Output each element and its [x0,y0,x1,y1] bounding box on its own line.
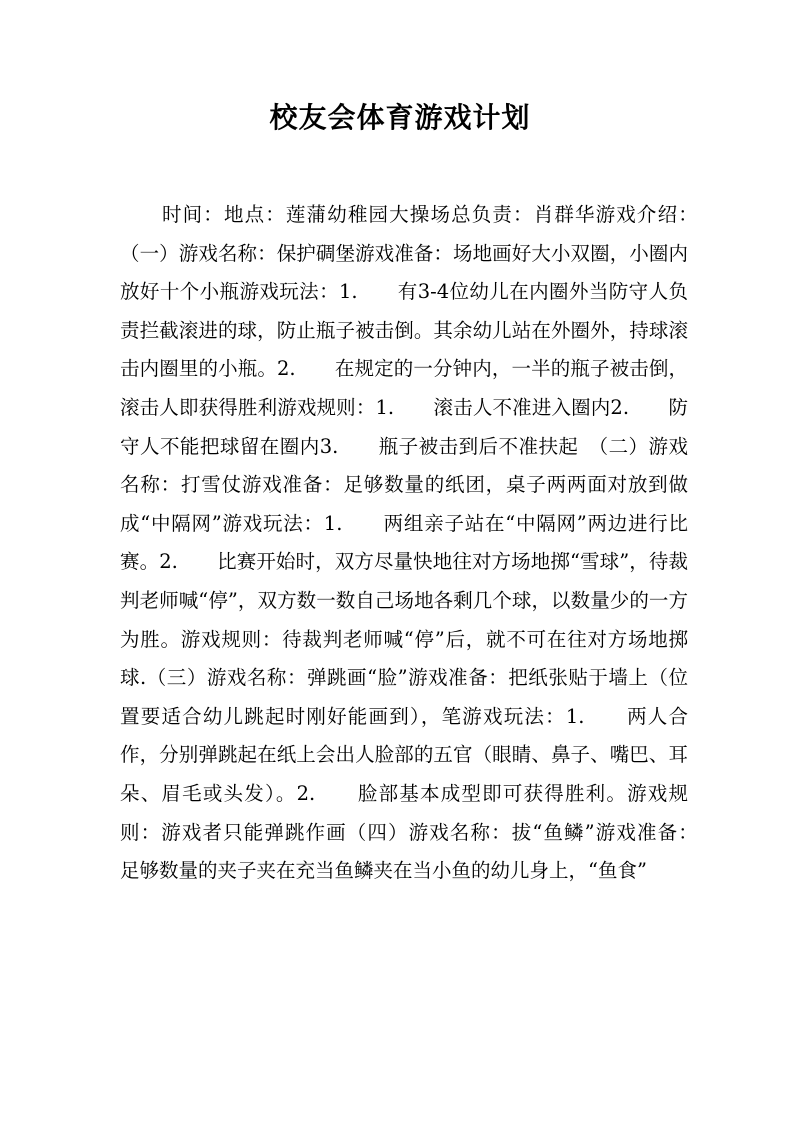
document-title: 校友会体育游戏计划 [269,101,531,134]
document-body: 时间：地点：莲蒲幼稚园大操场总负责：肖群华游戏介绍： （一）游戏名称：保护碉堡游戏准备：场地画好大小双圈，小圈内放好十个小瓶游戏玩法：1. 有3-4位幼儿在内圈外当防守人负责拦截滚进的球，防止瓶子被击倒。其余幼儿站在外圈外，持球滚击内圈里的小瓶。2. 在规定的一分钟内，一半的瓶子被击倒，滚击人即获得胜利游戏规则：1. 滚击人不准进入圈内2. 防守人不能把球留在圈内3. 瓶子被击到后不准扶起 （二）游戏名称：打雪仗游戏准备：足够数量的纸团，桌子两两面对放到做成“中隔网”游戏玩法：1. 两组亲子站在“中隔网”两边进行比赛。2. 比赛开始时，双方尽量快地往对方场地掷“雪球”，待裁判老师喊“停”，双方数一数自己场地各剩几个球，以数量少的一方为胜。游戏规则：待裁判老师喊“停”后，就不可在往对方场地掷球.（三）游戏名称：弹跳画“脸”游戏准备：把纸张贴于墙上（位置要适合幼儿跳起时刚好能画到），笔游戏玩法：1. 两人合作，分别弹跳起在纸上会出人脸部的五官（眼睛、鼻子、嘴巴、耳朵、眉毛或头发）。2. 脸部基本成型即可获得胜利。游戏规则：游戏者只能弹跳作画（四）游戏名称：拔“鱼鳞”游戏准备： 足够数量的夹子夹在充当鱼鳞夹在当小鱼的幼儿身上，“鱼食” [120,203,708,883]
